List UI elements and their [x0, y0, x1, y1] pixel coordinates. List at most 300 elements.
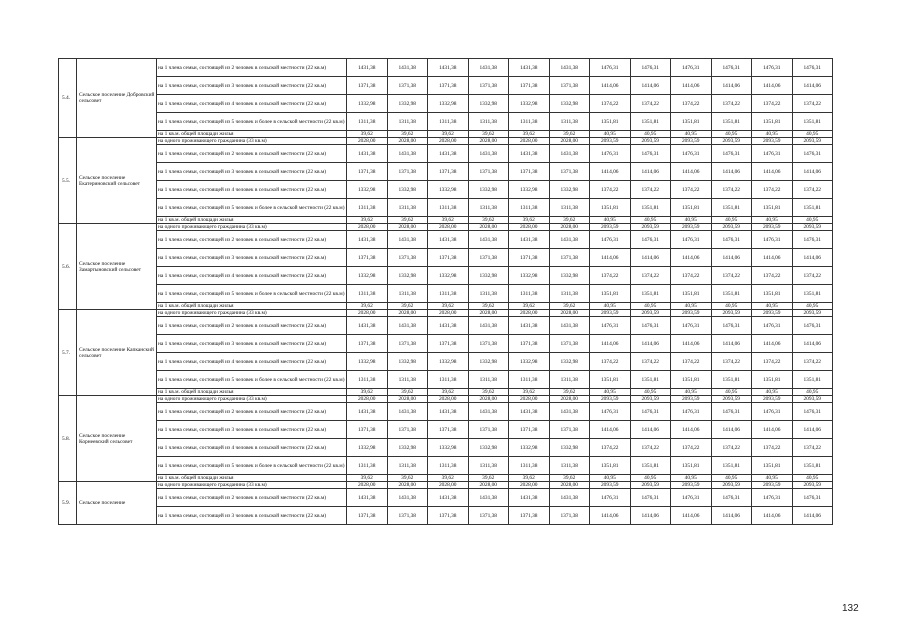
value-cell: 2093,59 [752, 224, 793, 231]
value-cell: 1476,31 [590, 59, 631, 77]
value-cell: 1374,22 [711, 353, 752, 371]
value-cell: 1374,22 [590, 267, 631, 285]
value-cell: 2028,00 [468, 310, 509, 317]
value-cell: 39,62 [387, 475, 428, 482]
value-cell: 40,95 [630, 131, 671, 138]
value-cell: 1374,22 [590, 439, 631, 457]
value-cell: 1414,06 [792, 335, 833, 353]
table-row [59, 507, 833, 525]
value-cell: 1351,81 [671, 285, 712, 303]
row-description: на 1 кв.м. общей площади жилья [157, 303, 347, 310]
value-cell: 1371,38 [428, 507, 469, 525]
value-cell: 1414,06 [711, 421, 752, 439]
value-cell: 2028,00 [428, 482, 469, 489]
value-cell: 40,95 [590, 131, 631, 138]
value-cell: 1311,38 [509, 285, 550, 303]
value-cell: 40,95 [752, 389, 793, 396]
value-cell: 1332,98 [509, 267, 550, 285]
value-cell: 2028,00 [549, 396, 590, 403]
value-cell: 2028,00 [468, 396, 509, 403]
value-cell: 1431,38 [428, 231, 469, 249]
value-cell: 1311,38 [347, 371, 388, 389]
value-cell: 1431,38 [549, 231, 590, 249]
value-cell: 40,95 [671, 131, 712, 138]
value-cell: 1414,06 [792, 163, 833, 181]
value-cell: 1371,38 [509, 77, 550, 95]
value-cell: 1374,22 [671, 353, 712, 371]
value-cell: 1371,38 [428, 163, 469, 181]
value-cell: 1351,81 [630, 199, 671, 217]
value-cell: 1476,31 [630, 489, 671, 507]
value-cell: 1332,98 [347, 267, 388, 285]
value-cell: 1476,31 [711, 317, 752, 335]
value-cell: 40,95 [630, 217, 671, 224]
value-cell: 1414,06 [590, 77, 631, 95]
value-cell: 40,95 [671, 217, 712, 224]
value-cell: 1414,06 [792, 249, 833, 267]
value-cell: 1371,38 [509, 335, 550, 353]
value-cell: 1431,38 [428, 145, 469, 163]
row-description: на 1 члена семьи, состоящей из 4 человек в сельской местности (22 кв.м) [157, 181, 347, 199]
value-cell: 39,62 [468, 131, 509, 138]
value-cell: 1476,31 [792, 145, 833, 163]
value-cell: 1311,38 [549, 199, 590, 217]
value-cell: 2093,59 [752, 396, 793, 403]
table-row [59, 475, 833, 482]
value-cell: 2093,59 [630, 396, 671, 403]
value-cell: 1351,81 [711, 457, 752, 475]
value-cell: 1374,22 [792, 439, 833, 457]
value-cell: 2093,59 [792, 310, 833, 317]
table-row [59, 267, 833, 285]
value-cell: 1351,81 [752, 285, 793, 303]
value-cell: 2028,00 [549, 138, 590, 145]
table-row [59, 249, 833, 267]
value-cell: 1431,38 [509, 403, 550, 421]
value-cell: 1476,31 [590, 231, 631, 249]
value-cell: 2028,00 [347, 224, 388, 231]
value-cell: 1311,38 [509, 113, 550, 131]
value-cell: 1414,06 [752, 77, 793, 95]
value-cell: 1374,22 [630, 267, 671, 285]
value-cell: 2093,59 [792, 224, 833, 231]
housing-cost-table [58, 58, 833, 525]
value-cell: 1414,06 [590, 249, 631, 267]
table-row [59, 77, 833, 95]
value-cell: 40,95 [711, 389, 752, 396]
value-cell: 1414,06 [590, 507, 631, 525]
value-cell: 1414,06 [590, 335, 631, 353]
value-cell: 39,62 [428, 217, 469, 224]
value-cell: 1311,38 [347, 285, 388, 303]
value-cell: 1414,06 [630, 421, 671, 439]
value-cell: 1374,22 [671, 439, 712, 457]
value-cell: 1351,81 [752, 113, 793, 131]
value-cell: 1311,38 [509, 457, 550, 475]
value-cell: 1332,98 [549, 439, 590, 457]
value-cell: 1431,38 [468, 317, 509, 335]
value-cell: 1371,38 [387, 335, 428, 353]
row-description: на 1 члена семьи, состоящей из 3 человек в сельской местности (22 кв.м) [157, 507, 347, 525]
value-cell: 2028,00 [428, 138, 469, 145]
value-cell: 1311,38 [468, 371, 509, 389]
value-cell: 39,62 [549, 475, 590, 482]
value-cell: 2028,00 [347, 310, 388, 317]
value-cell: 2028,00 [509, 310, 550, 317]
value-cell: 1476,31 [711, 59, 752, 77]
value-cell: 1374,22 [630, 95, 671, 113]
value-cell: 40,95 [752, 217, 793, 224]
value-cell: 1351,81 [590, 457, 631, 475]
table-row [59, 224, 833, 231]
value-cell: 1431,38 [428, 59, 469, 77]
value-cell: 1476,31 [752, 59, 793, 77]
value-cell: 1332,98 [509, 439, 550, 457]
value-cell: 1371,38 [468, 421, 509, 439]
row-description: на одного проживающего гражданина (33 кв.м) [157, 138, 347, 145]
table-row [59, 285, 833, 303]
row-description: на 1 кв.м. общей площади жилья [157, 131, 347, 138]
row-description: на 1 члена семьи, состоящей из 5 человек и более в сельской местности (22 кв.м) [157, 457, 347, 475]
row-description: на 1 члена семьи, состоящей из 3 человек в сельской местности (22 кв.м) [157, 77, 347, 95]
value-cell: 1351,81 [630, 457, 671, 475]
value-cell: 1374,22 [630, 439, 671, 457]
value-cell: 1371,38 [387, 77, 428, 95]
value-cell: 1311,38 [428, 285, 469, 303]
settlement-name: Сельское поселение Екатериновский сельсовет [77, 138, 157, 224]
value-cell: 1311,38 [347, 199, 388, 217]
value-cell: 39,62 [387, 217, 428, 224]
value-cell: 1371,38 [468, 77, 509, 95]
value-cell: 1431,38 [509, 231, 550, 249]
value-cell: 39,62 [428, 475, 469, 482]
value-cell: 1476,31 [752, 145, 793, 163]
value-cell: 1431,38 [347, 231, 388, 249]
value-cell: 1311,38 [509, 199, 550, 217]
value-cell: 1431,38 [509, 145, 550, 163]
table-row [59, 138, 833, 145]
value-cell: 1414,06 [792, 507, 833, 525]
value-cell: 1414,06 [630, 77, 671, 95]
value-cell: 1431,38 [428, 489, 469, 507]
value-cell: 1371,38 [347, 507, 388, 525]
value-cell: 2028,00 [549, 224, 590, 231]
value-cell: 1371,38 [428, 249, 469, 267]
table-row [59, 335, 833, 353]
value-cell: 1414,06 [752, 507, 793, 525]
value-cell: 1476,31 [590, 317, 631, 335]
value-cell: 40,95 [590, 303, 631, 310]
value-cell: 1431,38 [347, 489, 388, 507]
value-cell: 1351,81 [711, 285, 752, 303]
value-cell: 39,62 [549, 131, 590, 138]
value-cell: 1414,06 [711, 163, 752, 181]
value-cell: 1311,38 [468, 199, 509, 217]
value-cell: 1374,22 [752, 95, 793, 113]
value-cell: 2028,00 [347, 482, 388, 489]
value-cell: 39,62 [549, 389, 590, 396]
value-cell: 39,62 [509, 389, 550, 396]
value-cell: 2028,00 [549, 482, 590, 489]
value-cell: 1332,98 [387, 95, 428, 113]
value-cell: 1414,06 [792, 421, 833, 439]
value-cell: 40,95 [752, 131, 793, 138]
value-cell: 1351,81 [590, 113, 631, 131]
table-row [59, 231, 833, 249]
value-cell: 1476,31 [671, 145, 712, 163]
value-cell: 1332,98 [468, 267, 509, 285]
value-cell: 2028,00 [468, 482, 509, 489]
value-cell: 39,62 [347, 475, 388, 482]
value-cell: 1371,38 [347, 335, 388, 353]
value-cell: 40,95 [671, 303, 712, 310]
value-cell: 2093,59 [671, 138, 712, 145]
row-description: на 1 члена семьи, состоящей из 3 человек в сельской местности (22 кв.м) [157, 421, 347, 439]
value-cell: 1351,81 [752, 199, 793, 217]
value-cell: 39,62 [347, 131, 388, 138]
value-cell: 1332,98 [428, 181, 469, 199]
settlement-name: Сельское поселение [77, 482, 157, 525]
value-cell: 40,95 [792, 303, 833, 310]
row-description: на одного проживающего гражданина (33 кв.м) [157, 482, 347, 489]
value-cell: 1311,38 [428, 113, 469, 131]
value-cell: 1332,98 [549, 267, 590, 285]
value-cell: 40,95 [630, 303, 671, 310]
value-cell: 40,95 [590, 475, 631, 482]
value-cell: 2093,59 [711, 138, 752, 145]
row-description: на одного проживающего гражданина (33 кв.м) [157, 310, 347, 317]
value-cell: 1332,98 [509, 353, 550, 371]
value-cell: 1332,98 [549, 95, 590, 113]
value-cell: 40,95 [792, 217, 833, 224]
value-cell: 2093,59 [671, 482, 712, 489]
value-cell: 1371,38 [549, 421, 590, 439]
value-cell: 1371,38 [549, 507, 590, 525]
value-cell: 1371,38 [347, 163, 388, 181]
settlement-name: Сельское поселение Корнеевский сельсовет [77, 396, 157, 482]
table-body [59, 59, 833, 525]
value-cell: 2093,59 [590, 396, 631, 403]
value-cell: 39,62 [509, 303, 550, 310]
value-cell: 1311,38 [387, 199, 428, 217]
value-cell: 1476,31 [752, 317, 793, 335]
value-cell: 1431,38 [347, 403, 388, 421]
row-description: на 1 члена семьи, состоящей из 3 человек в сельской местности (22 кв.м) [157, 249, 347, 267]
value-cell: 1476,31 [792, 317, 833, 335]
value-cell: 1371,38 [347, 421, 388, 439]
value-cell: 1431,38 [387, 231, 428, 249]
row-description: на 1 члена семьи, состоящей из 5 человек и более в сельской местности (22 кв.м) [157, 113, 347, 131]
row-description: на 1 члена семьи, состоящей из 2 человек в сельской местности (22 кв.м) [157, 59, 347, 77]
value-cell: 1414,06 [671, 249, 712, 267]
value-cell: 1431,38 [468, 489, 509, 507]
value-cell: 1476,31 [671, 317, 712, 335]
value-cell: 1311,38 [549, 457, 590, 475]
value-cell: 1476,31 [630, 145, 671, 163]
value-cell: 40,95 [590, 389, 631, 396]
value-cell: 2028,00 [428, 396, 469, 403]
value-cell: 2093,59 [671, 396, 712, 403]
value-cell: 1414,06 [671, 77, 712, 95]
value-cell: 1351,81 [792, 371, 833, 389]
settlement-name: Сельское поселение Добровский сельсовет [77, 59, 157, 138]
value-cell: 1332,98 [347, 439, 388, 457]
value-cell: 2093,59 [671, 224, 712, 231]
row-description: на 1 члена семьи, состоящей из 3 человек в сельской местности (22 кв.м) [157, 335, 347, 353]
value-cell: 1414,06 [671, 335, 712, 353]
value-cell: 1351,81 [792, 113, 833, 131]
row-description: на 1 члена семьи, состоящей из 2 человек в сельской местности (22 кв.м) [157, 489, 347, 507]
value-cell: 2028,00 [387, 138, 428, 145]
value-cell: 1311,38 [387, 371, 428, 389]
table-row [59, 199, 833, 217]
value-cell: 1374,22 [711, 95, 752, 113]
value-cell: 2093,59 [630, 310, 671, 317]
table-row [59, 59, 833, 77]
value-cell: 2093,59 [630, 482, 671, 489]
value-cell: 1332,98 [549, 353, 590, 371]
value-cell: 1431,38 [387, 59, 428, 77]
value-cell: 1311,38 [387, 457, 428, 475]
value-cell: 1371,38 [468, 507, 509, 525]
value-cell: 1371,38 [549, 249, 590, 267]
value-cell: 1431,38 [387, 145, 428, 163]
table-row [59, 131, 833, 138]
value-cell: 1476,31 [671, 403, 712, 421]
value-cell: 1476,31 [590, 489, 631, 507]
row-description: на 1 кв.м. общей площади жилья [157, 217, 347, 224]
value-cell: 2093,59 [590, 310, 631, 317]
value-cell: 1414,06 [630, 335, 671, 353]
value-cell: 39,62 [468, 217, 509, 224]
value-cell: 1431,38 [387, 489, 428, 507]
value-cell: 40,95 [711, 475, 752, 482]
value-cell: 1476,31 [752, 231, 793, 249]
value-cell: 1431,38 [428, 403, 469, 421]
value-cell: 1374,22 [590, 181, 631, 199]
value-cell: 1476,31 [752, 489, 793, 507]
value-cell: 40,95 [630, 389, 671, 396]
value-cell: 2028,00 [347, 138, 388, 145]
section-number: 5.6. [59, 224, 77, 310]
row-description: на 1 члена семьи, состоящей из 4 человек в сельской местности (22 кв.м) [157, 353, 347, 371]
value-cell: 2093,59 [752, 310, 793, 317]
value-cell: 1332,98 [549, 181, 590, 199]
row-description: на 1 члена семьи, состоящей из 2 человек в сельской местности (22 кв.м) [157, 317, 347, 335]
value-cell: 1374,22 [711, 439, 752, 457]
value-cell: 39,62 [347, 217, 388, 224]
value-cell: 1311,38 [428, 457, 469, 475]
value-cell: 1371,38 [347, 77, 388, 95]
value-cell: 1431,38 [468, 403, 509, 421]
value-cell: 39,62 [468, 475, 509, 482]
value-cell: 2093,59 [792, 396, 833, 403]
value-cell: 1374,22 [752, 353, 793, 371]
value-cell: 2028,00 [509, 396, 550, 403]
value-cell: 1351,81 [792, 199, 833, 217]
value-cell: 1371,38 [468, 335, 509, 353]
value-cell: 2028,00 [468, 224, 509, 231]
value-cell: 1371,38 [509, 163, 550, 181]
value-cell: 2093,59 [792, 482, 833, 489]
value-cell: 1351,81 [590, 199, 631, 217]
value-cell: 1374,22 [752, 267, 793, 285]
value-cell: 1431,38 [549, 489, 590, 507]
value-cell: 40,95 [671, 475, 712, 482]
value-cell: 1414,06 [752, 421, 793, 439]
value-cell: 1332,98 [347, 181, 388, 199]
value-cell: 1332,98 [428, 439, 469, 457]
value-cell: 2028,00 [509, 482, 550, 489]
table-row [59, 439, 833, 457]
value-cell: 1414,06 [711, 249, 752, 267]
value-cell: 39,62 [428, 389, 469, 396]
table-row [59, 145, 833, 163]
value-cell: 1374,22 [630, 353, 671, 371]
row-description: на 1 члена семьи, состоящей из 4 человек в сельской местности (22 кв.м) [157, 439, 347, 457]
value-cell: 1371,38 [347, 249, 388, 267]
value-cell: 1374,22 [792, 95, 833, 113]
value-cell: 1311,38 [387, 285, 428, 303]
value-cell: 2093,59 [752, 482, 793, 489]
row-description: на 1 члена семьи, состоящей из 5 человек и более в сельской местности (22 кв.м) [157, 371, 347, 389]
value-cell: 1311,38 [468, 113, 509, 131]
value-cell: 1414,06 [630, 249, 671, 267]
table-row [59, 181, 833, 199]
value-cell: 2093,59 [792, 138, 833, 145]
row-description: на 1 члена семьи, состоящей из 5 человек и более в сельской местности (22 кв.м) [157, 285, 347, 303]
value-cell: 1351,81 [630, 371, 671, 389]
value-cell: 40,95 [711, 303, 752, 310]
value-cell: 40,95 [671, 389, 712, 396]
value-cell: 39,62 [428, 303, 469, 310]
value-cell: 1414,06 [671, 163, 712, 181]
value-cell: 1431,38 [549, 403, 590, 421]
section-number: 5.9. [59, 482, 77, 525]
value-cell: 1374,22 [711, 267, 752, 285]
value-cell: 2093,59 [711, 310, 752, 317]
value-cell: 1311,38 [468, 285, 509, 303]
value-cell: 1476,31 [792, 231, 833, 249]
value-cell: 1371,38 [387, 163, 428, 181]
value-cell: 39,62 [549, 303, 590, 310]
value-cell: 1371,38 [428, 421, 469, 439]
value-cell: 1371,38 [549, 77, 590, 95]
value-cell: 1311,38 [468, 457, 509, 475]
value-cell: 39,62 [509, 217, 550, 224]
value-cell: 40,95 [711, 131, 752, 138]
value-cell: 1311,38 [428, 199, 469, 217]
value-cell: 1311,38 [428, 371, 469, 389]
value-cell: 1374,22 [590, 95, 631, 113]
value-cell: 1311,38 [387, 113, 428, 131]
value-cell: 2093,59 [590, 482, 631, 489]
value-cell: 1374,22 [590, 353, 631, 371]
value-cell: 1351,81 [630, 113, 671, 131]
value-cell: 1476,31 [752, 403, 793, 421]
value-cell: 40,95 [590, 217, 631, 224]
value-cell: 1476,31 [671, 59, 712, 77]
value-cell: 1431,38 [509, 59, 550, 77]
value-cell: 2028,00 [428, 310, 469, 317]
value-cell: 1431,38 [428, 317, 469, 335]
value-cell: 39,62 [509, 475, 550, 482]
row-description: на 1 кв.м. общей площади жилья [157, 389, 347, 396]
value-cell: 1351,81 [792, 285, 833, 303]
value-cell: 1311,38 [347, 457, 388, 475]
value-cell: 1476,31 [590, 403, 631, 421]
value-cell: 1431,38 [347, 317, 388, 335]
